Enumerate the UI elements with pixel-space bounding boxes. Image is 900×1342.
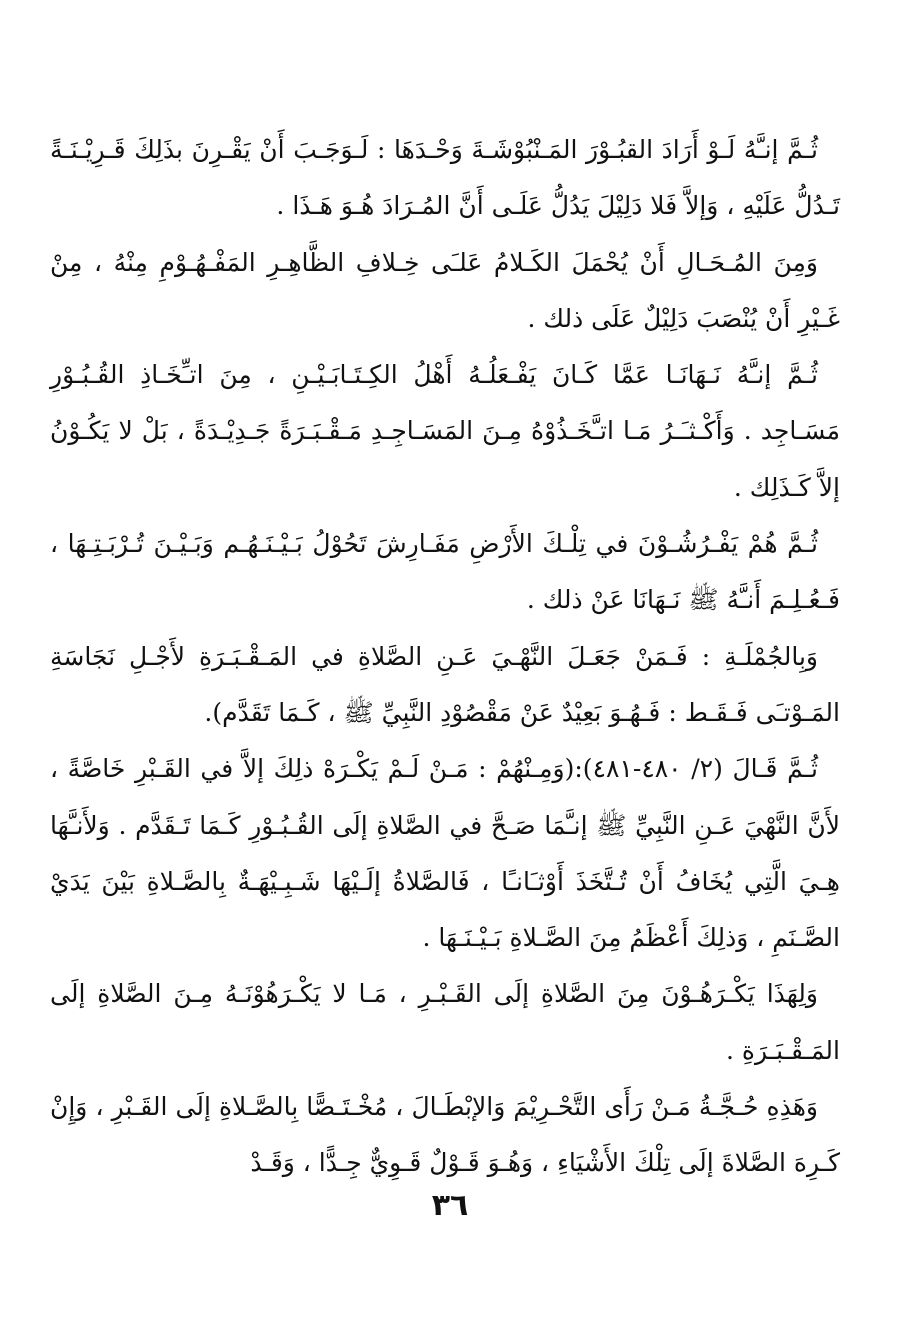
paragraph-8: وَهَذِهِ حُـجَّـةُ مَـنْ رَأَى التَّحْـرِيْمَ وَالإبْطَـالَ ، مُخْـتَـصًّا بِالصَّـلاةِ إلَى القَـبْرِ ، وَإِنْ كَـرِهَ الصَّلاةَ إلَى تِلْكَ الأَشْيَاءِ ، وَهُـوَ قَـوْلٌ قَـوِيٌّ جِـدًّا ، وَقَـدْ — [50, 1092, 840, 1178]
paragraph-5: وَبِالجُمْلَـةِ : فَـمَنْ جَعَـلَ النَّهْـيَ عَـنِ الصَّلاةِ في المَـقْـبَـرَةِ لأَجْـلِ نَجَاسَةِ المَـوْتـَى فَـقَـط : فَـهُـوَ بَعِيْدٌ عَنْ مَقْصُوْدِ النَّبِيِّ ﷺ ، كَـمَا تَقَدَّم). — [50, 641, 840, 727]
paragraph-2: وَمِنَ المُـحَـالِ أَنْ يُحْمَلَ الكَـلامُ عَلـَى خِـلافِ الظَّاهِـرِ المَفْـهُـوْمِ مِنْهُ ، مِنْ غَـيْرِ أَنْ يُنْصَبَ دَلِيْلٌ عَلَى ذلك . — [50, 247, 840, 333]
paragraph-7: وَلِهَذَا يَكْـرَهُـوْنَ مِنَ الصَّلاةِ إلَى القَـبْـرِ ، مَـا لا يَكْـرَهُوْنَـهُ مِـنَ الصَّلاةِ إلَى المَـقْـبَـرَةِ . — [50, 979, 840, 1065]
page-number: ٣٦ — [431, 1188, 469, 1223]
paragraph-4: ثُـمَّ هُمْ يَفْـرُشُـوْنَ في تِلْـكَ الأَرْضِ مَفَـارِشَ تَحُوْلُ بَـيْـنَـهُـم وَبَـيْـنَ تُـرْبَـتِـهَا ، فَـعُـلِـمَ أَنـَّهُ ﷺ نَـهَانَا عَنْ ذلك . — [50, 529, 840, 615]
paragraph-3: ثُـمَّ إنـَّهُ نَـهَانَـا عَمَّا كَـانَ يَفْـعَلُـهُ أَهْلُ الكِـتَـابَـيْـنِ ، مِنَ اتـِّخَـاذِ القُـبُـوْرِ مَسَـاجِد . وَأَكْـثـَـرُ مَـا اتـَّخَـذُوْهُ مِـنَ المَسَـاجِـدِ مَـقْـبَـرَةً جَـدِيْـدَةً ، بَلْ لا يَكُـوْنُ إلاَّ كَـذَلِك . — [50, 360, 840, 502]
paragraph-6: ثُـمَّ قَـالَ (٢/ ٤٨٠-٤٨١):(وَمِـنْهُمْ : مَـنْ لَـمْ يَكْـرَهْ ذلِكَ إلاَّ في القَـبْرِ خَاصَّةً ، لأَنَّ النَّهْيَ عَـنِ النَّبِيِّ ﷺ إنـَّمَا صَـحَّ في الصَّلاةِ إلَى القُـبُـوْرِ كَـمَا تَـقَدَّم . وَلأَنـَّهَا هِـيَ الَّتِي يُخَافُ أَنْ تُـتَّخَذَ أَوْثـَانـًا ، فَالصَّلاةُ إلَـيْهَا شَـبِـيْهَـةٌ بِالصَّـلاةِ بَيْنَ يَدَيْ الصَّـنَمِ ، وَذلِكَ أَعْظَمُ مِنَ الصَّـلاةِ بَـيْـنَـهَا . — [50, 754, 840, 953]
paragraph-1: ثُـمَّ إنـَّهُ لَـوْ أَرَادَ القبُـوْرَ المَـنْبُوْشَـةَ وَحْـدَهَا : لَـوَجَـبَ أَنْ يَقْـرِنَ بذَلِكَ قَـرِيْـنَـةً تَـدُلُّ عَلَيْهِ ، وَإلاَّ فَلا دَلِيْلَ يَدُلُّ عَلَـى أَنَّ المُـرَادَ هُـوَ هَـذَا . — [50, 135, 840, 221]
page-text — [50, 122, 840, 1192]
